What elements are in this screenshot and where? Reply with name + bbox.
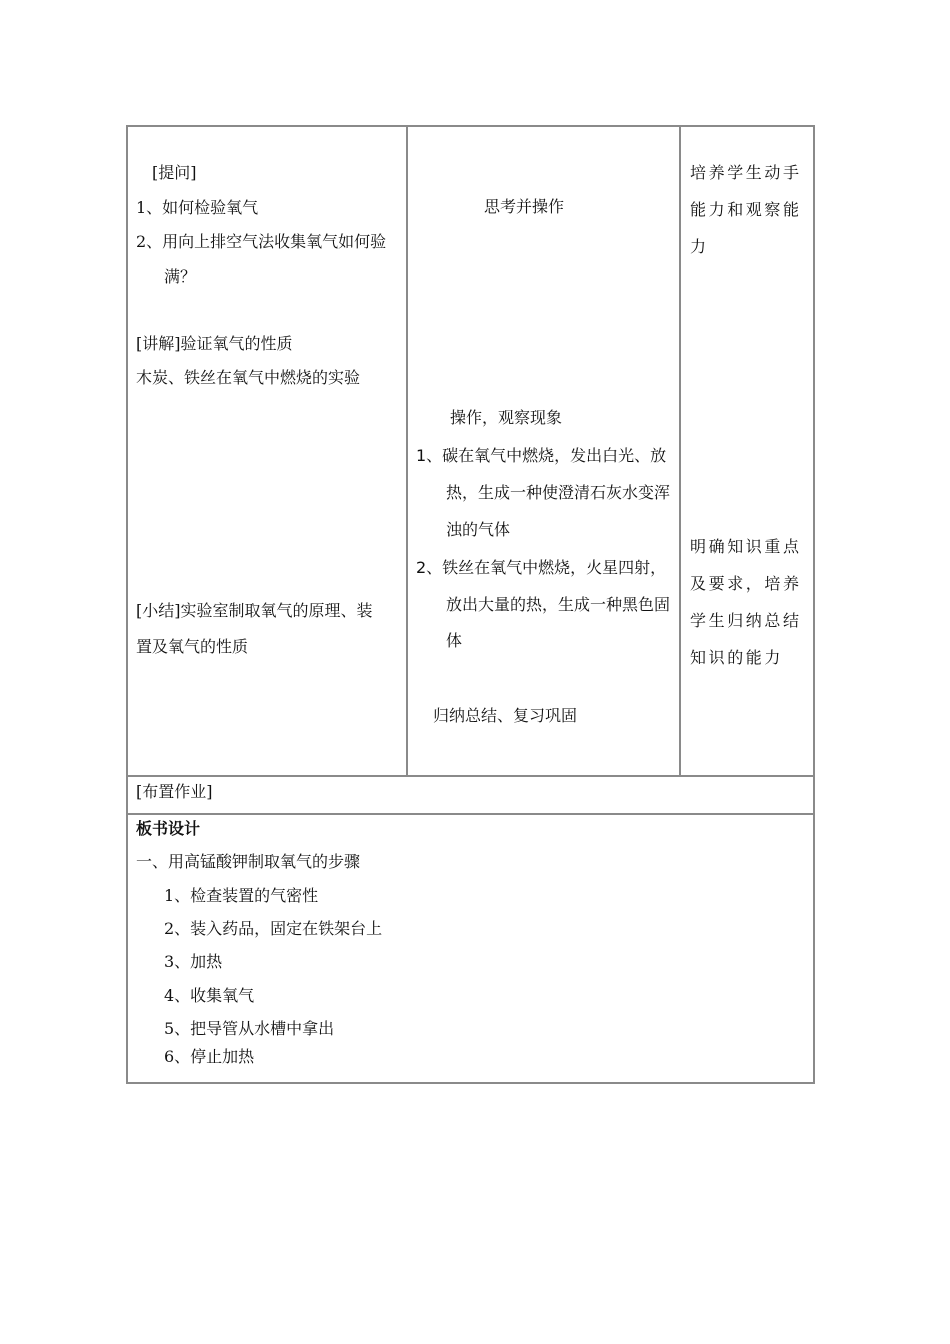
goal-1-line-3: 力 [690, 237, 709, 256]
column-divider-2 [679, 125, 681, 777]
goal-2-line-4: 知识的能力 [690, 648, 784, 667]
row-divider-board [126, 813, 815, 815]
review-text: 归纳总结、复习巩固 [433, 706, 578, 725]
result-1-line-3: 浊的气体 [446, 520, 511, 539]
operate-observe: 操作，观察现象 [450, 408, 563, 427]
result-2-line-1: 2、铁丝在氧气中燃烧，火星四射， [416, 558, 667, 577]
goal-2 [690, 528, 802, 676]
board-step: 3、加热 [164, 952, 223, 971]
question-tag: [提问] [152, 163, 197, 182]
goal-2-line-2: 及要求，培养 [690, 574, 802, 593]
goal-1-line-2: 能力和观察能 [690, 200, 802, 219]
question-2: 2、用向上排空气法收集氧气如何验 [136, 232, 387, 251]
column-divider-1 [406, 125, 408, 777]
lecture-tag: [讲解]验证氧气的性质 [136, 334, 293, 353]
row-divider-homework [126, 775, 815, 777]
board-step: 5、把导管从水槽中拿出 [164, 1019, 335, 1038]
summary-line-2: 置及氧气的性质 [136, 637, 249, 656]
experiment-text: 木炭、铁丝在氧气中燃烧的实验 [136, 368, 361, 387]
question-2-continued: 满？ [164, 267, 197, 286]
result-2-line-3: 体 [446, 631, 463, 650]
goal-1 [690, 154, 802, 265]
board-title: 板书设计 [136, 819, 201, 838]
homework-tag: [布置作业] [136, 782, 213, 801]
board-heading: 一、用高锰酸钾制取氧气的步骤 [136, 852, 361, 871]
result-1-line-2: 热，生成一种使澄清石灰水变浑 [446, 483, 671, 502]
goal-2-line-1: 明确知识重点 [690, 537, 802, 556]
board-step: 2、装入药品，固定在铁架台上 [164, 919, 383, 938]
board-step: 4、收集氧气 [164, 986, 255, 1005]
summary-line-1: [小结]实验室制取氧气的原理、装 [136, 601, 373, 620]
goal-2-line-3: 学生归纳总结 [690, 611, 802, 630]
think-and-operate: 思考并操作 [484, 197, 565, 216]
board-step: 6、停止加热 [164, 1047, 255, 1066]
goal-1-line-1: 培养学生动手 [690, 163, 802, 182]
result-2-line-2: 放出大量的热，生成一种黑色固 [446, 595, 671, 614]
question-1: 1、如何检验氧气 [136, 198, 259, 217]
result-1-line-1: 1、碳在氧气中燃烧，发出白光、放 [416, 446, 667, 465]
board-step: 1、检查装置的气密性 [164, 886, 319, 905]
